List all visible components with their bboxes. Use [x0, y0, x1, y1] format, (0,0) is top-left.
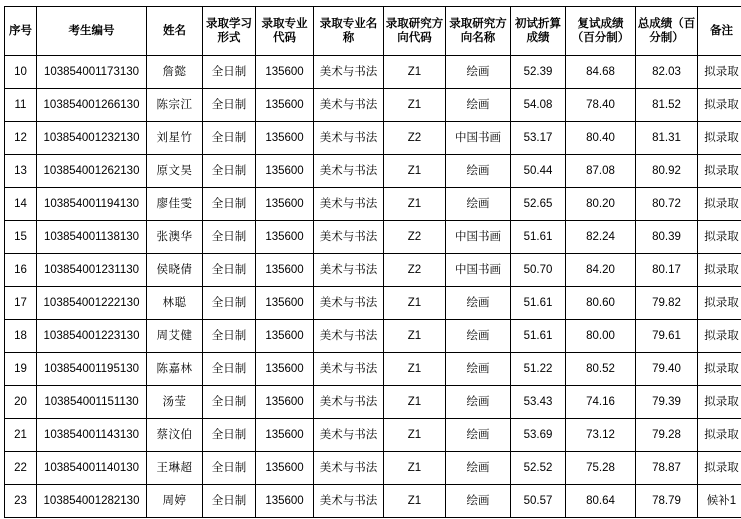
cell-second-score: 84.20 — [566, 254, 636, 287]
cell-first-score: 51.61 — [511, 221, 566, 254]
column-header-direction-name: 录取研究方向名称 — [446, 7, 511, 56]
cell-seq: 23 — [5, 485, 37, 518]
cell-total-score: 79.82 — [636, 287, 698, 320]
cell-direction-name: 中国书画 — [446, 254, 511, 287]
cell-remark: 拟录取 — [698, 188, 741, 221]
admission-results-table — [4, 6, 741, 518]
cell-study-form: 全日制 — [203, 254, 256, 287]
cell-total-score: 81.31 — [636, 122, 698, 155]
cell-direction-name: 绘画 — [446, 452, 511, 485]
cell-first-score: 53.17 — [511, 122, 566, 155]
column-header-total-score: 总成绩（百分制） — [636, 7, 698, 56]
cell-major-code: 135600 — [256, 353, 314, 386]
table-row — [5, 56, 741, 89]
cell-direction-code: Z1 — [384, 155, 446, 188]
column-header-name: 姓名 — [147, 7, 203, 56]
cell-direction-code: Z2 — [384, 122, 446, 155]
cell-major-code: 135600 — [256, 386, 314, 419]
cell-major-name: 美术与书法 — [314, 155, 384, 188]
cell-first-score: 50.44 — [511, 155, 566, 188]
cell-remark: 拟录取 — [698, 155, 741, 188]
cell-total-score: 78.87 — [636, 452, 698, 485]
table-row — [5, 419, 741, 452]
cell-direction-name: 绘画 — [446, 188, 511, 221]
cell-exam-no: 103854001262130 — [37, 155, 147, 188]
cell-exam-no: 103854001223130 — [37, 320, 147, 353]
cell-remark: 拟录取 — [698, 221, 741, 254]
cell-direction-code: Z1 — [384, 386, 446, 419]
cell-seq: 20 — [5, 386, 37, 419]
cell-seq: 12 — [5, 122, 37, 155]
cell-exam-no: 103854001231130 — [37, 254, 147, 287]
cell-major-code: 135600 — [256, 320, 314, 353]
cell-remark: 拟录取 — [698, 287, 741, 320]
cell-exam-no: 103854001282130 — [37, 485, 147, 518]
cell-exam-no: 103854001140130 — [37, 452, 147, 485]
cell-first-score: 53.43 — [511, 386, 566, 419]
cell-exam-no: 103854001232130 — [37, 122, 147, 155]
cell-remark: 拟录取 — [698, 254, 741, 287]
cell-major-code: 135600 — [256, 419, 314, 452]
cell-major-code: 135600 — [256, 254, 314, 287]
cell-exam-no: 103854001151130 — [37, 386, 147, 419]
column-header-study-form: 录取学习形式 — [203, 7, 256, 56]
cell-direction-name: 绘画 — [446, 419, 511, 452]
cell-name: 林聪 — [147, 287, 203, 320]
cell-first-score: 54.08 — [511, 89, 566, 122]
cell-exam-no: 103854001195130 — [37, 353, 147, 386]
cell-major-code: 135600 — [256, 188, 314, 221]
cell-seq: 14 — [5, 188, 37, 221]
table-row — [5, 353, 741, 386]
column-header-remark: 备注 — [698, 7, 741, 56]
cell-study-form: 全日制 — [203, 353, 256, 386]
table-row — [5, 485, 741, 518]
cell-name: 周艾健 — [147, 320, 203, 353]
cell-seq: 19 — [5, 353, 37, 386]
cell-seq: 22 — [5, 452, 37, 485]
cell-direction-name: 绘画 — [446, 320, 511, 353]
cell-study-form: 全日制 — [203, 122, 256, 155]
cell-major-name: 美术与书法 — [314, 56, 384, 89]
table-row — [5, 287, 741, 320]
column-header-major-name: 录取专业名称 — [314, 7, 384, 56]
cell-remark: 拟录取 — [698, 386, 741, 419]
cell-total-score: 82.03 — [636, 56, 698, 89]
cell-exam-no: 103854001222130 — [37, 287, 147, 320]
cell-name: 刘星竹 — [147, 122, 203, 155]
cell-seq: 18 — [5, 320, 37, 353]
cell-study-form: 全日制 — [203, 419, 256, 452]
cell-seq: 21 — [5, 419, 37, 452]
cell-name: 陈嘉林 — [147, 353, 203, 386]
cell-exam-no: 103854001143130 — [37, 419, 147, 452]
cell-direction-code: Z1 — [384, 353, 446, 386]
cell-second-score: 73.12 — [566, 419, 636, 452]
cell-remark: 候补1 — [698, 485, 741, 518]
cell-first-score: 50.70 — [511, 254, 566, 287]
table-row — [5, 89, 741, 122]
cell-study-form: 全日制 — [203, 89, 256, 122]
cell-direction-code: Z1 — [384, 56, 446, 89]
table-row — [5, 452, 741, 485]
cell-direction-code: Z1 — [384, 320, 446, 353]
cell-remark: 拟录取 — [698, 320, 741, 353]
column-header-first-score: 初试折算成绩 — [511, 7, 566, 56]
cell-remark: 拟录取 — [698, 452, 741, 485]
cell-direction-name: 绘画 — [446, 287, 511, 320]
cell-name: 张澳华 — [147, 221, 203, 254]
cell-name: 王琳超 — [147, 452, 203, 485]
cell-major-code: 135600 — [256, 452, 314, 485]
cell-second-score: 80.52 — [566, 353, 636, 386]
cell-direction-name: 绘画 — [446, 386, 511, 419]
cell-exam-no: 103854001266130 — [37, 89, 147, 122]
cell-major-name: 美术与书法 — [314, 122, 384, 155]
cell-second-score: 74.16 — [566, 386, 636, 419]
cell-remark: 拟录取 — [698, 353, 741, 386]
table-header — [5, 7, 741, 56]
cell-direction-name: 绘画 — [446, 353, 511, 386]
table-row — [5, 386, 741, 419]
cell-first-score: 51.61 — [511, 287, 566, 320]
table-header-row — [5, 7, 741, 56]
cell-exam-no: 103854001173130 — [37, 56, 147, 89]
cell-total-score: 78.79 — [636, 485, 698, 518]
cell-direction-name: 中国书画 — [446, 221, 511, 254]
cell-major-name: 美术与书法 — [314, 353, 384, 386]
cell-major-code: 135600 — [256, 221, 314, 254]
cell-name: 陈宗江 — [147, 89, 203, 122]
cell-direction-code: Z1 — [384, 419, 446, 452]
cell-direction-name: 绘画 — [446, 485, 511, 518]
cell-study-form: 全日制 — [203, 386, 256, 419]
cell-study-form: 全日制 — [203, 155, 256, 188]
cell-major-code: 135600 — [256, 485, 314, 518]
cell-total-score: 79.28 — [636, 419, 698, 452]
cell-major-name: 美术与书法 — [314, 89, 384, 122]
cell-study-form: 全日制 — [203, 188, 256, 221]
cell-direction-code: Z1 — [384, 485, 446, 518]
cell-direction-code: Z1 — [384, 89, 446, 122]
cell-name: 周婷 — [147, 485, 203, 518]
cell-seq: 10 — [5, 56, 37, 89]
cell-direction-name: 中国书画 — [446, 122, 511, 155]
cell-second-score: 82.24 — [566, 221, 636, 254]
cell-total-score: 79.39 — [636, 386, 698, 419]
cell-direction-code: Z2 — [384, 221, 446, 254]
cell-second-score: 80.60 — [566, 287, 636, 320]
table-row — [5, 320, 741, 353]
cell-name: 詹懿 — [147, 56, 203, 89]
cell-major-name: 美术与书法 — [314, 386, 384, 419]
cell-name: 原文昊 — [147, 155, 203, 188]
cell-second-score: 80.64 — [566, 485, 636, 518]
cell-major-name: 美术与书法 — [314, 419, 384, 452]
cell-name: 廖佳雯 — [147, 188, 203, 221]
cell-total-score: 80.72 — [636, 188, 698, 221]
cell-seq: 17 — [5, 287, 37, 320]
cell-major-name: 美术与书法 — [314, 485, 384, 518]
cell-remark: 拟录取 — [698, 419, 741, 452]
cell-second-score: 84.68 — [566, 56, 636, 89]
cell-major-name: 美术与书法 — [314, 188, 384, 221]
cell-seq: 11 — [5, 89, 37, 122]
column-header-second-score: 复试成绩（百分制） — [566, 7, 636, 56]
cell-direction-code: Z1 — [384, 188, 446, 221]
table-row — [5, 221, 741, 254]
cell-total-score: 80.17 — [636, 254, 698, 287]
cell-direction-name: 绘画 — [446, 89, 511, 122]
cell-remark: 拟录取 — [698, 56, 741, 89]
cell-study-form: 全日制 — [203, 452, 256, 485]
cell-exam-no: 103854001194130 — [37, 188, 147, 221]
cell-name: 蔡汶伯 — [147, 419, 203, 452]
cell-seq: 16 — [5, 254, 37, 287]
table-row — [5, 254, 741, 287]
table-row — [5, 122, 741, 155]
cell-second-score: 80.00 — [566, 320, 636, 353]
cell-major-name: 美术与书法 — [314, 287, 384, 320]
cell-name: 汤莹 — [147, 386, 203, 419]
cell-total-score: 81.52 — [636, 89, 698, 122]
cell-exam-no: 103854001138130 — [37, 221, 147, 254]
cell-first-score: 52.65 — [511, 188, 566, 221]
cell-study-form: 全日制 — [203, 56, 256, 89]
cell-major-code: 135600 — [256, 287, 314, 320]
column-header-seq: 序号 — [5, 7, 37, 56]
cell-direction-name: 绘画 — [446, 56, 511, 89]
column-header-major-code: 录取专业代码 — [256, 7, 314, 56]
cell-name: 侯晓倩 — [147, 254, 203, 287]
table-row — [5, 188, 741, 221]
cell-seq: 15 — [5, 221, 37, 254]
cell-study-form: 全日制 — [203, 485, 256, 518]
cell-total-score: 80.39 — [636, 221, 698, 254]
column-header-exam-no: 考生编号 — [37, 7, 147, 56]
cell-study-form: 全日制 — [203, 320, 256, 353]
cell-first-score: 52.39 — [511, 56, 566, 89]
cell-study-form: 全日制 — [203, 287, 256, 320]
cell-major-name: 美术与书法 — [314, 221, 384, 254]
cell-second-score: 78.40 — [566, 89, 636, 122]
cell-direction-code: Z1 — [384, 452, 446, 485]
cell-remark: 拟录取 — [698, 89, 741, 122]
column-header-direction-code: 录取研究方向代码 — [384, 7, 446, 56]
cell-second-score: 75.28 — [566, 452, 636, 485]
cell-first-score: 51.61 — [511, 320, 566, 353]
cell-direction-code: Z2 — [384, 254, 446, 287]
table-row — [5, 155, 741, 188]
cell-major-code: 135600 — [256, 122, 314, 155]
cell-major-name: 美术与书法 — [314, 452, 384, 485]
cell-direction-name: 绘画 — [446, 155, 511, 188]
cell-direction-code: Z1 — [384, 287, 446, 320]
cell-major-code: 135600 — [256, 155, 314, 188]
cell-seq: 13 — [5, 155, 37, 188]
cell-major-name: 美术与书法 — [314, 320, 384, 353]
table-body — [5, 56, 741, 518]
cell-second-score: 80.20 — [566, 188, 636, 221]
cell-major-code: 135600 — [256, 56, 314, 89]
cell-first-score: 52.52 — [511, 452, 566, 485]
cell-major-code: 135600 — [256, 89, 314, 122]
cell-total-score: 79.61 — [636, 320, 698, 353]
cell-second-score: 80.40 — [566, 122, 636, 155]
cell-first-score: 53.69 — [511, 419, 566, 452]
cell-study-form: 全日制 — [203, 221, 256, 254]
cell-first-score: 50.57 — [511, 485, 566, 518]
cell-remark: 拟录取 — [698, 122, 741, 155]
cell-total-score: 79.40 — [636, 353, 698, 386]
cell-first-score: 51.22 — [511, 353, 566, 386]
cell-second-score: 87.08 — [566, 155, 636, 188]
cell-total-score: 80.92 — [636, 155, 698, 188]
cell-major-name: 美术与书法 — [314, 254, 384, 287]
